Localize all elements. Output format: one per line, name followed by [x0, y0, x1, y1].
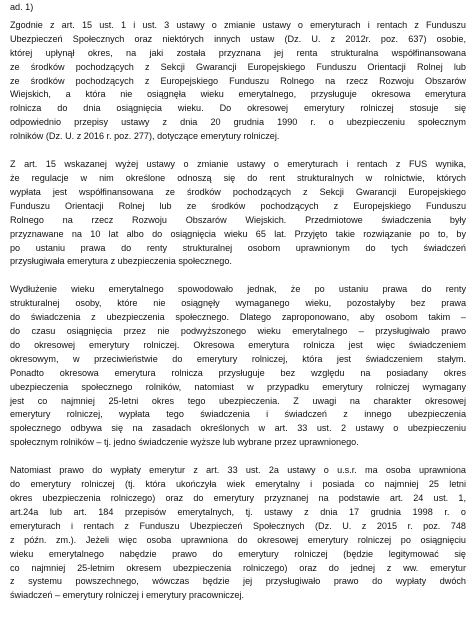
text-line: z późn. zm.). Jeżeli więc osoba uprawniona do okresowej emerytury rolniczej po osiągnięciu	[10, 534, 466, 545]
text-line: przysługiwała emerytura z ubezpieczenia społecznego.	[10, 256, 232, 267]
text-line: Funduszu Orientacji Rolnej lub ze środków pochodzących z Europejskiego Funduszu	[10, 200, 466, 211]
text-line: strukturalnej osoby, które nie osiągnęły wymaganego wieku, pozostałyby bez prawa	[10, 298, 466, 309]
text-line: Ponadto okresowa emerytura rolnicza przysługuje bez względu na posiadany okres	[10, 367, 466, 378]
text-line: Wiejskich, a która nie osiągnęła wieku emerytalnego, przysługuje okresowa emerytura	[10, 89, 466, 100]
text-line: do świadczenia z ubezpieczenia społecznego. Dlatego zaproponowano, aby osobom takim –	[10, 312, 466, 323]
text-line: do okresowej emerytury rolniczej. Okresowa emerytura rolnicza jest więc świadczeniem	[10, 339, 466, 350]
paragraph-2	[10, 158, 466, 269]
paragraph-3	[10, 283, 466, 450]
text-line: jest co najmniej 25-letni okres tego ubezpieczenia. Z uwagi na charakter okresowej	[10, 395, 466, 406]
text-line: której upłynął okres, na jaki została przyznana jej renta strukturalna współfinansowana	[10, 47, 466, 58]
text-line: społecznym rolników – tj. jedno świadczenie wyższe lub wybrane przez uprawnionego.	[10, 437, 359, 448]
section-heading: ad. 1)	[10, 2, 34, 12]
text-line: Natomiast prawo do wypłaty emerytur z art. 33 ust. 2a ustawy o u.s.r. ma osoba uprawniona	[10, 465, 466, 476]
text-line: że regulacje w nim określone odnoszą się do rent strukturalnych w rolnictwie, których	[10, 172, 466, 183]
paragraph-1	[10, 19, 466, 144]
text-line: społecznego odbywa się na zasadach określonych w art. 33 ust. 2 ustawy o ubezpieczeniu	[10, 423, 466, 434]
text-line: art.24a lub art. 184 przepisów emerytalnych, tj. ustawy z dnia 17 grudnia 1998 r. o	[10, 506, 466, 517]
text-line: ze środków pochodzących z Sekcji Gwarancji Europejskiego Funduszu Orientacji Rolnej lub	[10, 61, 466, 72]
text-line: ubezpieczenia społecznego rolników, natomiast w przypadku emerytury rolniczej wymagany	[10, 381, 466, 392]
text-line: Ubezpieczeń Społecznych oraz niektórych innych ustaw (Dz. U. z 2012r. poz. 637) osobie,	[10, 33, 466, 44]
text-line: Zgodnie z art. 15 ust. 1 i ust. 3 ustawy o zmianie ustawy o emeryturach i rentach z Funduszu	[10, 19, 466, 30]
text-line: Rolnego na rzecz Rozwoju Obszarów Wiejskich. Przedmiotowe świadczenia były	[10, 214, 466, 225]
text-line: do czasu osiągnięcia przez nie podwyższonego wieku emerytalnego – przysługiwało prawo	[10, 326, 466, 337]
text-line: co najmniej 25-letnim okresem ubezpieczenia rolniczego) oraz do jednej z ww. emerytur	[10, 562, 466, 573]
text-line: do emerytury rolniczej (tj. która ukończyła wiek emerytalny i posiada co najmniej 25 letni	[10, 479, 466, 490]
text-line: z systemu powszechnego, wówczas będzie jej przysługiwało prawo do wypłaty dwóch	[10, 576, 466, 587]
text-line: po ustaniu prawa do renty strukturalnej osobom uprawnionym do tych świadczeń	[10, 242, 466, 253]
text-line: okres ubezpieczenia rolniczego) oraz do emerytury przyznanej na podstawie art. 24 ust. 1,	[10, 493, 466, 503]
text-line: emeryturach i rentach z Funduszu Ubezpieczeń Społecznych (Dz. U. z 2015 r. poz. 748	[10, 520, 466, 531]
text-line: rolników (Dz. U. z 2016 r. poz. 277), dotyczące emerytury rolniczej.	[10, 131, 280, 142]
text-line: wypłata jest współfinansowana ze środków pochodzących z Sekcji Gwarancji Europejskiego	[10, 186, 466, 197]
text-line: ze środków pochodzących z Europejskiego Funduszu Rolnego na rzecz Rozwoju Obszarów	[10, 75, 466, 86]
text-line: okresowym, w przeciwieństwie do emerytury rolniczej, która jest świadczeniem stałym.	[10, 353, 466, 364]
text-line: wieku emerytalnego nabędzie prawo do emerytury rolniczej (będzie legitymować się	[10, 548, 466, 559]
text-line: odpowiednio przepisy ustawy z dnia 20 grudnia 1990 r. o ubezpieczeniu społecznym	[10, 117, 466, 128]
text-line: rolnicza do dnia osiągnięcia wieku. Do okresowej emerytury rolniczej stosuje się	[10, 103, 466, 114]
text-line: przyznawane na 10 lat albo do osiągnięcia wieku 65 lat. Przyjęto takie rozwiązanie po to, by	[10, 228, 466, 239]
text-line: świadczeń – emerytury rolniczej i emerytury pracowniczej.	[10, 590, 244, 601]
text-line: Wydłużenie wieku emerytalnego spowodowało jednak, że po ustaniu prawa do renty	[10, 284, 466, 295]
paragraph-4	[10, 464, 466, 603]
text-line: emerytury rolniczej, wypłata tego świadczenia i świadczeń z innego ubezpieczenia	[10, 409, 466, 420]
text-line: Z art. 15 wskazanej wyżej ustawy o zmianie ustawy o emeryturach i rentach z FUS wynika,	[10, 159, 466, 170]
